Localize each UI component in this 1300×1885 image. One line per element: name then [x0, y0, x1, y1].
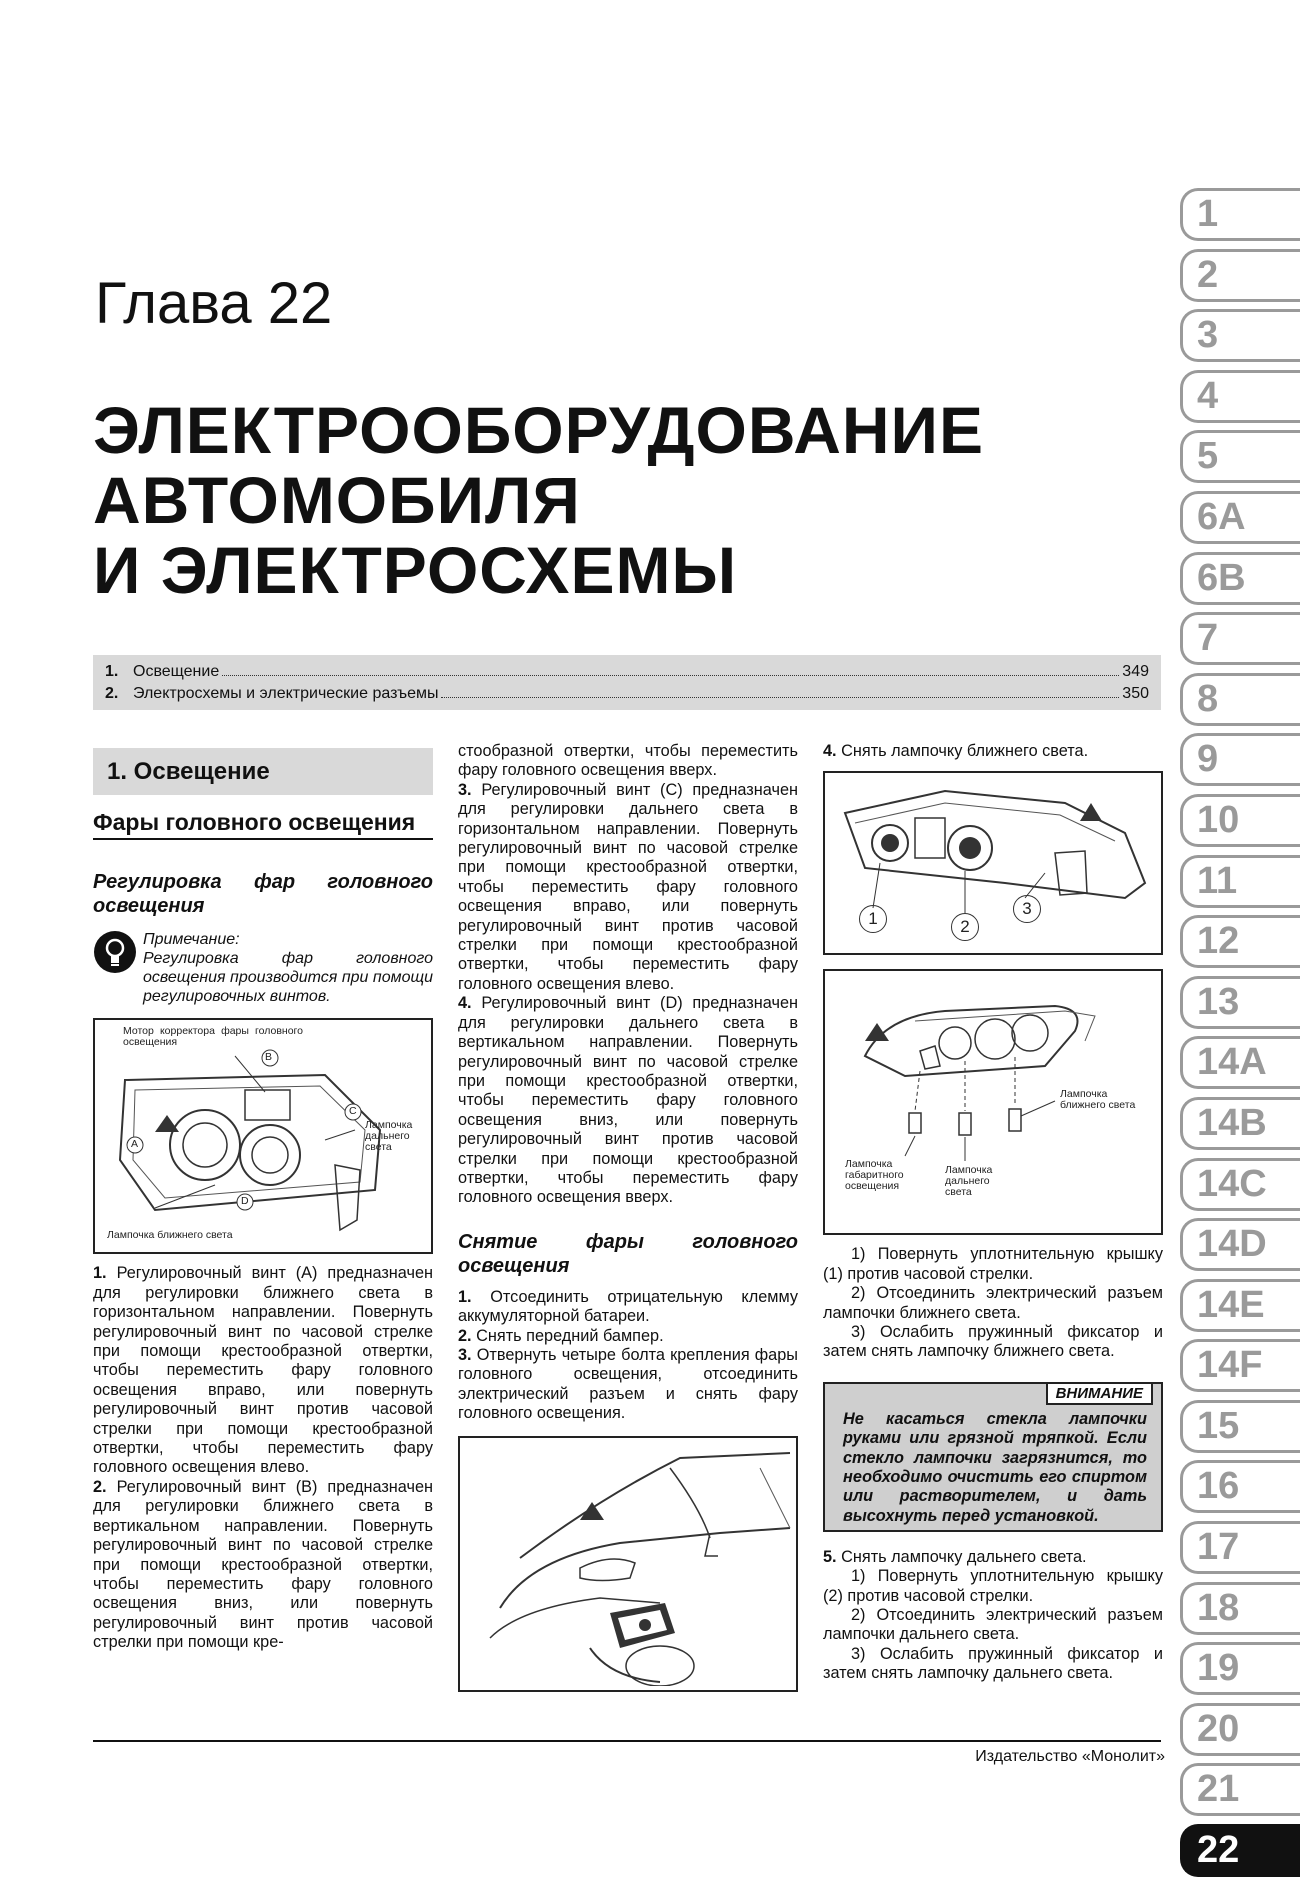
- figure-label: Лампочка ближнего света: [107, 1229, 233, 1242]
- column-2: [458, 742, 798, 1692]
- callout-letter: A: [131, 1138, 139, 1151]
- paragraph: [823, 742, 1163, 761]
- chapter-label: Глава 22: [95, 271, 333, 336]
- chapter-tab-3[interactable]: 3: [1180, 309, 1300, 362]
- step-text: Отсоединить отрицательную клемму аккумуляторной батареи.: [458, 1287, 798, 1326]
- headlight-bulbs-figure: [823, 969, 1163, 1235]
- step-text: Отвернуть четыре болта крепления фары головного освещения, отсоединить электрический разъем и снять фару головного освещения.: [458, 1345, 798, 1423]
- callout-letter: D: [241, 1195, 249, 1208]
- headlight-adjustment-figure: [93, 1018, 433, 1254]
- chapter-tab-14c[interactable]: 14C: [1180, 1158, 1300, 1211]
- warning-title: ВНИМАНИЕ: [1046, 1382, 1153, 1405]
- toc-number: 2.: [105, 685, 119, 702]
- step-number: 1.: [93, 1264, 107, 1283]
- title-line: ЭЛЕКТРООБОРУДОВАНИЕ: [93, 393, 984, 467]
- chapter-tab-2[interactable]: 2: [1180, 249, 1300, 302]
- paragraph: [458, 994, 798, 1207]
- chapter-tab-22[interactable]: 22: [1180, 1824, 1300, 1877]
- chapter-tab-1[interactable]: 1: [1180, 188, 1300, 241]
- callout-number: 1: [859, 905, 887, 933]
- figure-label: Лампочка дальнего света: [365, 1119, 413, 1154]
- toc-number: 1.: [105, 663, 119, 680]
- paragraph: [458, 1346, 798, 1424]
- step-text: Регулировочный винт (D) предназначен для регулировки дальнего света в вертикальном направлении. Повернуть регулировочный винт по часовой стрелке при помощи крестообразной отвертки, чтобы переместить фару головного освещения вниз, или повернуть регулировочный винт против часовой стрелки при помощи крестообразной отвертки, чтобы переместить фару головного освещения вверх.: [458, 994, 798, 1207]
- title-line: АВТОМОБИЛЯ: [93, 463, 581, 537]
- chapter-tab-9[interactable]: 9: [1180, 733, 1300, 786]
- toc-page: 349: [1122, 663, 1149, 680]
- paragraph: 3) Ослабить пружинный фиксатор и затем снять лампочку ближнего света.: [823, 1323, 1163, 1361]
- chapter-tab-14d[interactable]: 14D: [1180, 1218, 1300, 1271]
- warning-block: [823, 1382, 1163, 1532]
- paragraph: [458, 1327, 798, 1346]
- chapter-tab-20[interactable]: 20: [1180, 1703, 1300, 1756]
- note-text: Регулировка фар головного освещения производится при помощи регулировочных винтов.: [143, 950, 433, 1006]
- column-3: [823, 742, 1163, 1684]
- callout-number: 3: [1013, 895, 1041, 923]
- paragraph: 1) Повернуть уплотнительную крышку (2) против часовой стрелки.: [823, 1567, 1163, 1605]
- figure-label: Лампочка дальнего света: [945, 1164, 993, 1199]
- chapter-tab-18[interactable]: 18: [1180, 1582, 1300, 1635]
- chapter-tab-13[interactable]: 13: [1180, 976, 1300, 1029]
- paragraph: стообразной отвертки, чтобы переместить фару головного освещения вверх.: [458, 742, 798, 780]
- lightbulb-icon: [93, 930, 143, 1006]
- chapter-tab-14e[interactable]: 14E: [1180, 1279, 1300, 1332]
- step-number: 2.: [458, 1326, 472, 1345]
- step-number: 3.: [458, 780, 472, 799]
- toc-entry[interactable]: [105, 685, 1149, 703]
- toc-page: 350: [1122, 685, 1149, 702]
- chapter-tab-12[interactable]: 12: [1180, 915, 1300, 968]
- chapter-tab-17[interactable]: 17: [1180, 1521, 1300, 1574]
- paragraph: [458, 1288, 798, 1327]
- paragraph: [458, 781, 798, 994]
- chapter-tab-16[interactable]: 16: [1180, 1460, 1300, 1513]
- figure-label: Мотор корректора фары головного освещения: [123, 1025, 303, 1049]
- chapter-tab-19[interactable]: 19: [1180, 1642, 1300, 1695]
- step-number: 3.: [458, 1345, 472, 1364]
- callout-letter: C: [349, 1105, 357, 1118]
- footer-rule: [93, 1740, 1161, 1742]
- step-number: 4.: [823, 742, 837, 760]
- procedure-heading: Снятие фары головного освещения: [458, 1230, 798, 1277]
- title-line: И ЭЛЕКТРОСХЕМЫ: [93, 533, 738, 607]
- callout-letter: B: [265, 1051, 273, 1064]
- step-number: 5.: [823, 1547, 837, 1566]
- chapter-tab-14b[interactable]: 14B: [1180, 1097, 1300, 1150]
- chapter-tab-6a[interactable]: 6A: [1180, 491, 1300, 544]
- chapter-tab-4[interactable]: 4: [1180, 370, 1300, 423]
- chapter-tab-7[interactable]: 7: [1180, 612, 1300, 665]
- step-text: Регулировочный винт (В) предназначен для регулировки ближнего света в вертикальном направлении. Повернуть регулировочный винт по часовой стрелке при помощи крестообразной отвертки, чтобы переместить фару головного освещения вниз, или повернуть регулировочный винт против часовой стрелки при помощи кре-: [93, 1477, 433, 1652]
- step-text: Регулировочный винт (C) предназначен для регулировки дальнего света в горизонтальном направлении. Повернуть регулировочный винт по часовой стрелке при помощи крестообразной отвертки, чтобы переместить фару головного освещения вправо, или повернуть регулировочный винт против часовой стрелки при помощи крестообразной отвертки, чтобы переместить фару головного освещения влево.: [458, 780, 798, 993]
- paragraph: [93, 1478, 433, 1653]
- column-1: [93, 748, 433, 1653]
- step-text: Снять лампочку ближнего света.: [841, 742, 1089, 760]
- table-of-contents: [93, 655, 1161, 710]
- toc-entry[interactable]: [105, 663, 1149, 681]
- step-text: Снять передний бампер.: [476, 1326, 664, 1345]
- chapter-tab-8[interactable]: 8: [1180, 673, 1300, 726]
- step-text: Регулировочный винт (А) предназначен для регулировки ближнего света в горизонтальном направлении. Повернуть регулировочный винт по часовой стрелке при помощи крестообразной отвертки, чтобы переместить фару головного освещения вправо, или повернуть регулировочный винт против часовой стрелки при помощи крестообразной отвертки, чтобы переместить фару головного освещения влево.: [93, 1264, 433, 1477]
- toc-leader: [441, 697, 1119, 698]
- paragraph: 2) Отсоединить электрический разъем лампочки дальнего света.: [823, 1606, 1163, 1644]
- chapter-tab-14f[interactable]: 14F: [1180, 1339, 1300, 1392]
- step-number: 1.: [458, 1287, 472, 1306]
- callout-number: 2: [951, 913, 979, 941]
- chapter-tabs: [1180, 188, 1300, 1885]
- figure-label: Лампочка габаритного освещения: [845, 1158, 904, 1193]
- step-number: 4.: [458, 994, 472, 1013]
- chapter-tab-21[interactable]: 21: [1180, 1763, 1300, 1816]
- car-front-figure: [458, 1436, 798, 1692]
- subsection-heading: Фары головного освещения: [93, 809, 433, 840]
- chapter-tab-14a[interactable]: 14A: [1180, 1036, 1300, 1089]
- publisher-footer: Издательство «Монолит»: [975, 1748, 1165, 1765]
- chapter-title: [93, 395, 984, 605]
- paragraph: [823, 1548, 1163, 1567]
- note-title: Примечание:: [143, 931, 240, 949]
- toc-label: Освещение: [133, 663, 220, 680]
- warning-text: Не касаться стекла лампочки руками или грязной тряпкой. Если стекло лампочки загрязнится, то необходимо очистить его спиртом или растворителем, и дать высохнуть перед установкой.: [843, 1409, 1147, 1525]
- paragraph: [93, 1264, 433, 1477]
- chapter-tab-15[interactable]: 15: [1180, 1400, 1300, 1453]
- toc-label: Электросхемы и электрические разъемы: [133, 685, 439, 702]
- paragraph: 3) Ослабить пружинный фиксатор и затем снять лампочку дальнего света.: [823, 1644, 1163, 1683]
- section-heading: 1. Освещение: [93, 748, 433, 795]
- chapter-tab-11[interactable]: 11: [1180, 855, 1300, 908]
- paragraph: 2) Отсоединить электрический разъем лампочки ближнего света.: [823, 1284, 1163, 1322]
- headlight-rear-figure: [823, 771, 1163, 955]
- chapter-tab-6b[interactable]: 6B: [1180, 552, 1300, 605]
- chapter-tab-5[interactable]: 5: [1180, 430, 1300, 483]
- toc-leader: [222, 675, 1119, 676]
- step-text: Снять лампочку дальнего света.: [841, 1547, 1087, 1566]
- procedure-heading: Регулировка фар головного освещения: [93, 871, 433, 918]
- note-block: [93, 930, 433, 1006]
- step-number: 2.: [93, 1477, 107, 1496]
- paragraph: 1) Повернуть уплотнительную крышку (1) против часовой стрелки.: [823, 1245, 1163, 1283]
- chapter-tab-10[interactable]: 10: [1180, 794, 1300, 847]
- figure-label: Лампочка ближнего света: [1060, 1088, 1136, 1112]
